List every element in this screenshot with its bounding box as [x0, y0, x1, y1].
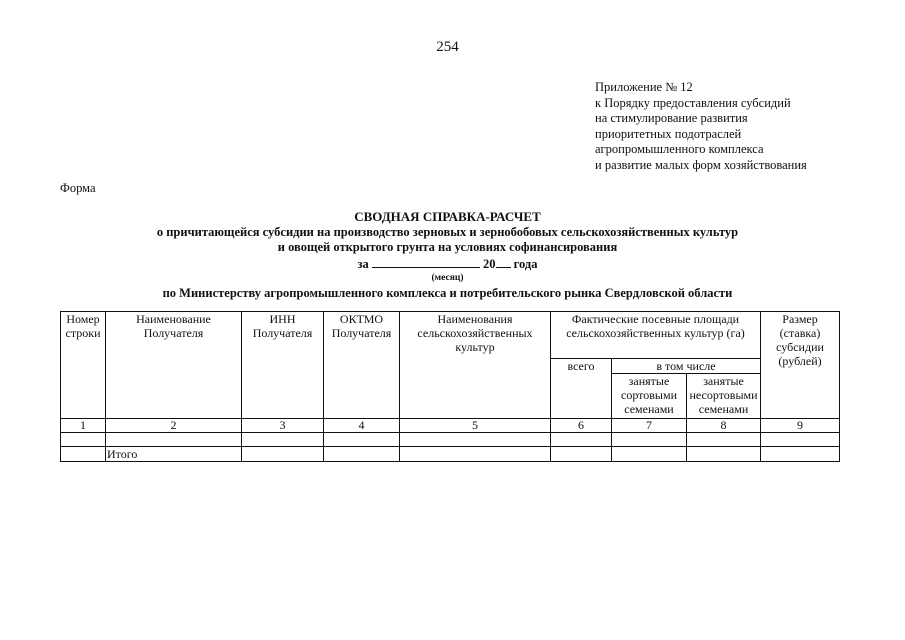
- table-cell: [400, 433, 551, 447]
- table-cell: [687, 447, 761, 462]
- header-varietal-seeds: занятые сортовыми семенами: [612, 374, 687, 419]
- table-cell: [612, 433, 687, 447]
- table-cell: [551, 433, 612, 447]
- header-including: в том числе: [612, 359, 761, 374]
- table-cell: [761, 433, 840, 447]
- header-subsidy-rate: Размер (ставка) субсидии (рублей): [761, 312, 840, 419]
- table-cell: [106, 433, 242, 447]
- form-label: Форма: [60, 181, 96, 195]
- appendix-block: [595, 80, 807, 174]
- header-non-varietal-seeds: занятые несортовыми семенами: [687, 374, 761, 419]
- period-year: 20: [483, 256, 496, 271]
- table-cell: [612, 447, 687, 462]
- table-cell: [324, 433, 400, 447]
- column-number: 1: [61, 419, 106, 433]
- column-number: 4: [324, 419, 400, 433]
- column-number: 5: [400, 419, 551, 433]
- column-number: 3: [242, 419, 324, 433]
- header-recipient-name: Наименование Получателя: [106, 312, 242, 419]
- column-number: 9: [761, 419, 840, 433]
- table-cell: [61, 447, 106, 462]
- appendix-line: и развитие малых форм хозяйствования: [595, 157, 807, 172]
- appendix-line: к Порядку предоставления субсидий: [595, 95, 791, 110]
- table-cell: [761, 447, 840, 462]
- column-number: 2: [106, 419, 242, 433]
- column-number: 8: [687, 419, 761, 433]
- table-cell: [242, 433, 324, 447]
- table-cell: [242, 447, 324, 462]
- page-number: 254: [436, 39, 459, 55]
- total-label: Итого: [106, 447, 242, 462]
- year-blank: [496, 256, 511, 268]
- header-area-total: всего: [551, 359, 612, 419]
- header-inn: ИНН Получателя: [242, 312, 324, 419]
- ministry-line: по Министерству агропромышленного комплекса и потребительского рынка Свердловской области: [162, 286, 733, 301]
- total-row: [61, 447, 840, 462]
- table-cell: [324, 447, 400, 462]
- table-cell: [400, 447, 551, 462]
- appendix-line: на стимулирование развития: [595, 111, 748, 126]
- document-title: СВОДНАЯ СПРАВКА-РАСЧЕТ: [354, 209, 541, 224]
- period-suffix: года: [513, 256, 538, 271]
- column-number-row: [61, 419, 840, 433]
- table-cell: [551, 447, 612, 462]
- month-blank: [372, 256, 480, 268]
- period-line: [0, 256, 895, 273]
- table-row: [61, 433, 840, 447]
- month-hint: (месяц): [431, 273, 464, 284]
- document-title-block: [0, 209, 895, 302]
- appendix-line: агропромышленного комплекса: [595, 142, 764, 157]
- column-number: 7: [612, 419, 687, 433]
- header-sown-area-group: Фактические посевные площади сельскохозяйственных культур (га): [551, 312, 761, 359]
- appendix-line: Приложение № 12: [595, 80, 693, 94]
- title-subline: о причитающейся субсидии на производство зерновых и зернобобовых сельскохозяйственных культур: [156, 224, 739, 239]
- table-cell: [687, 433, 761, 447]
- header-row-number: Номер строки: [61, 312, 106, 419]
- period-prefix: за: [357, 256, 369, 271]
- column-number: 6: [551, 419, 612, 433]
- title-subline: и овощей открытого грунта на условиях софинансирования: [277, 240, 618, 255]
- header-crop-names: Наименования сельскохозяйственных культур: [400, 312, 551, 419]
- table-cell: [61, 433, 106, 447]
- subsidy-calculation-table: [60, 311, 840, 462]
- header-oktmo: ОКТМО Получателя: [324, 312, 400, 419]
- appendix-line: приоритетных подотраслей: [595, 126, 742, 141]
